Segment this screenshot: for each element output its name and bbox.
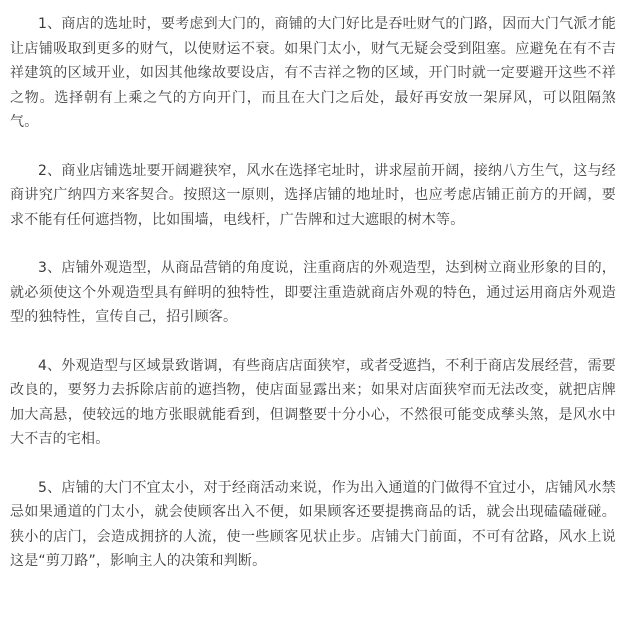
paragraph-3: 3、店铺外观造型，从商品营销的角度说，注重商店的外观造型，达到树立商业形象的目的，就必须使这个外观造型具有鲜明的独特性，即要注重造就商店外观的特色，通过运用商店外观造型的独特性，宣传自己，招引顾客。 xyxy=(10,260,616,325)
paragraph-1: 1、商店的选址时，要考虑到大门的，商铺的大门好比是吞吐财气的门路，因而大门气派才能让店铺吸取到更多的财气，以使财运不衰。如果门太小，财气无疑会受到阻塞。应避免在有不吉祥建筑的区域开业，如因其他缘故要设店，有不吉祥之物的区域，开门时就一定要避开这些不祥之物。选择朝有上乘之气的方向开门，而且在大门之后处，最好再安放一架屏风，可以阻隔煞气。 xyxy=(10,16,616,130)
paragraph-2: 2、商业店铺选址要开阔避狭窄，风水在选择宅址时，讲求屋前开阔，接纳八方生气，这与经商讲究广纳四方来客契合。按照这一原则，选择店铺的地址时，也应考虑店铺正前方的开阔，要求不能有任何遮挡物，比如围墙，电线杆，广告牌和过大遮眼的树木等。 xyxy=(10,162,616,228)
paragraph-5: 5、店铺的大门不宜太小，对于经商活动来说，作为出入通道的门做得不宜过小，店铺风水禁忌如果通道的门太小，就会使顾客出入不便，如果顾客还要提携商品的话，就会出现磕磕碰碰。狭小的店门，会造成拥挤的人流，使一些顾客见状止步。店铺大门前面，不可有岔路，风水上说这是“剪刀路”，影响主人的决策和判断。 xyxy=(10,479,616,569)
paragraph-4: 4、外观造型与区域景致谐调，有些商店店面狭窄，或者受遮挡，不利于商店发展经营，需要改良的，要努力去拆除店前的遮挡物，使店面显露出来；如果对店面狭窄而无法改变，就把店牌加大高悬，使较远的地方张眼就能看到，但调整要十分小心，不然很可能变成孳头煞，是风水中大不吉的宅相。 xyxy=(10,357,616,447)
